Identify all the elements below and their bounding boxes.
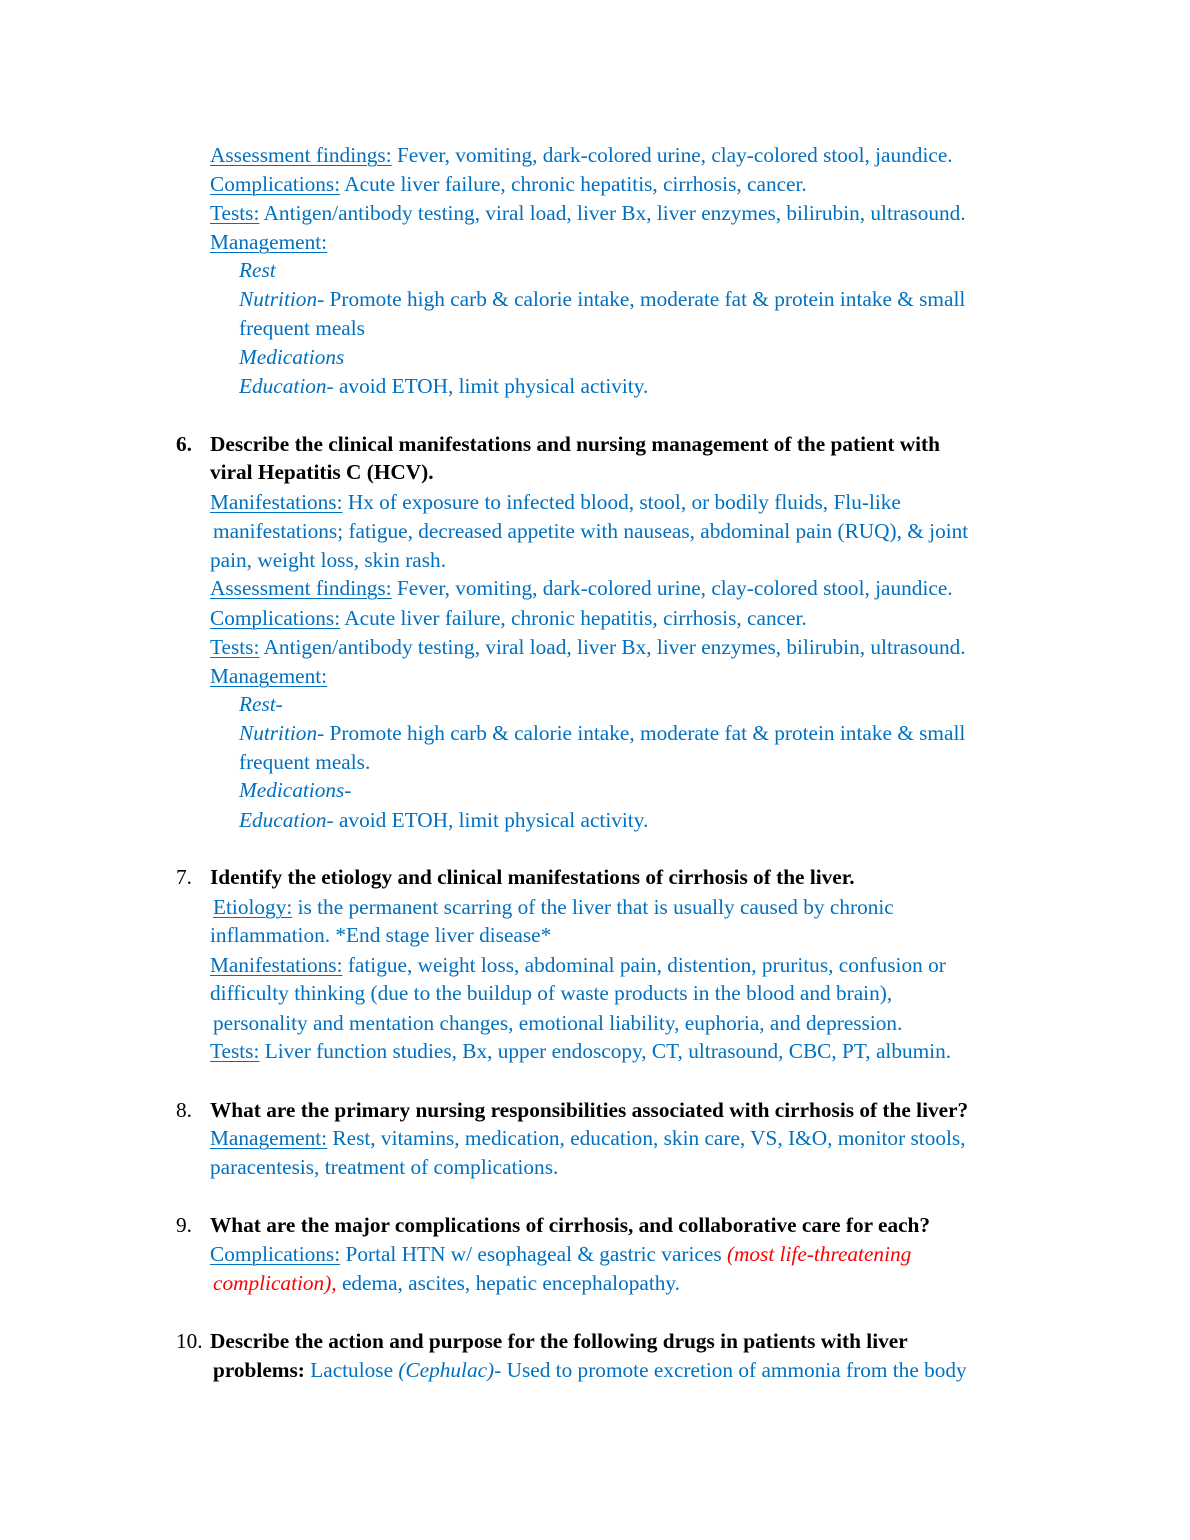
answer-text: Lactulose [304, 1358, 399, 1382]
text-line [210, 952, 946, 978]
section-label: Management: [210, 664, 328, 688]
text-line [210, 922, 551, 948]
question-text: What are the major complications of cirrhosis, and collaborative care for each? [210, 1213, 931, 1237]
answer-text: avoid ETOH, limit physical activity. [333, 808, 649, 832]
text-line [210, 1241, 911, 1267]
section-label: Manifestations: [210, 490, 343, 514]
text-line [210, 489, 901, 515]
question-number: 8. [176, 1098, 192, 1122]
question-text: Identify the etiology and clinical manifestations of cirrhosis of the liver. [210, 865, 855, 889]
text-line [239, 315, 365, 341]
section-label: Management: [210, 230, 328, 254]
text-line [210, 663, 327, 689]
text-line [239, 749, 370, 775]
text-line [210, 980, 892, 1006]
text-line [239, 777, 351, 803]
answer-text: inflammation. *End stage liver disease* [210, 923, 552, 947]
question-text: Describe the action and purpose for the following drugs in patients with liver [210, 1329, 908, 1353]
text-line [210, 605, 807, 631]
answer-text: Promote high carb & calorie intake, moderate fat & protein intake & small [324, 721, 966, 745]
answer-italic-text: Education- [239, 374, 334, 398]
section-label: Complications: [210, 606, 341, 630]
answer-italic-text: Rest [239, 258, 276, 282]
section-label: Tests: [210, 201, 260, 225]
answer-text: - Used to promote excretion of ammonia from the body [494, 1358, 967, 1382]
section-label: Manifestations: [210, 953, 343, 977]
answer-text: Hx of exposure to infected blood, stool, or bodily fluids, Flu-like [342, 490, 901, 514]
answer-italic-text: (Cephulac) [398, 1358, 495, 1382]
section-label: Etiology: [213, 895, 293, 919]
question-heading [210, 864, 855, 890]
text-line [210, 142, 953, 168]
question-number: 9. [176, 1213, 192, 1237]
section-label: Complications: [210, 1242, 341, 1266]
section-label: Complications: [210, 172, 341, 196]
answer-text: personality and mentation changes, emotional liability, euphoria, and depression. [213, 1011, 903, 1035]
answer-text: fatigue, weight loss, abdominal pain, distention, pruritus, confusion or [342, 953, 946, 977]
section-label: Assessment findings: [210, 143, 392, 167]
section-label: Management: [210, 1126, 328, 1150]
text-line [210, 634, 966, 660]
answer-italic-text: Nutrition- [239, 721, 325, 745]
text-line [239, 373, 648, 399]
answer-text: Acute liver failure, chronic hepatitis, cirrhosis, cancer. [340, 606, 807, 630]
text-line [210, 1038, 951, 1064]
text-line [239, 257, 276, 283]
text-line [213, 1270, 680, 1296]
answer-text: Fever, vomiting, dark-colored urine, clay-colored stool, jaundice. [391, 143, 953, 167]
text-line [210, 171, 807, 197]
text-line [213, 894, 894, 920]
answer-text: frequent meals. [239, 750, 371, 774]
text-line [239, 286, 965, 312]
answer-italic-text: Medications- [239, 778, 352, 802]
text-line [210, 1125, 966, 1151]
section-label: Tests: [210, 1039, 260, 1063]
section-label: Assessment findings: [210, 576, 392, 600]
emphasis-text: complication), [213, 1271, 337, 1295]
text-line [239, 720, 965, 746]
question-heading [210, 1212, 930, 1238]
question-heading [210, 1328, 908, 1354]
question-heading [210, 1097, 968, 1123]
answer-text: Portal HTN w/ esophageal & gastric varices [340, 1242, 727, 1266]
answer-text: frequent meals [239, 316, 365, 340]
answer-text: paracentesis, treatment of complications. [210, 1155, 559, 1179]
question-text: problems: [213, 1358, 305, 1382]
question-heading [210, 459, 434, 485]
answer-text: manifestations; fatigue, decreased appetite with nauseas, abdominal pain (RUQ), & joint [213, 519, 969, 543]
answer-text: difficulty thinking (due to the buildup of waste products in the blood and brain), [210, 981, 893, 1005]
question-text: What are the primary nursing responsibilities associated with cirrhosis of the liver? [210, 1098, 969, 1122]
answer-text: Antigen/antibody testing, viral load, liver Bx, liver enzymes, bilirubin, ultrasound. [259, 635, 966, 659]
answer-text: Rest, vitamins, medication, education, skin care, VS, I&O, monitor stools, [327, 1126, 966, 1150]
text-line [210, 547, 446, 573]
text-line [213, 1010, 902, 1036]
question-number: 10. [176, 1329, 203, 1353]
answer-text: Fever, vomiting, dark-colored urine, clay-colored stool, jaundice. [391, 576, 953, 600]
text-line [239, 691, 283, 717]
answer-text: Acute liver failure, chronic hepatitis, cirrhosis, cancer. [340, 172, 807, 196]
text-line [210, 200, 966, 226]
answer-italic-text: Medications [239, 345, 345, 369]
text-line [210, 229, 327, 255]
section-label: Tests: [210, 635, 260, 659]
answer-text: pain, weight loss, skin rash. [210, 548, 447, 572]
text-line [239, 807, 648, 833]
text-line [213, 1357, 967, 1383]
question-heading [210, 431, 940, 457]
question-text: viral Hepatitis C (HCV). [210, 460, 434, 484]
answer-text: Antigen/antibody testing, viral load, liver Bx, liver enzymes, bilirubin, ultrasound. [259, 201, 966, 225]
answer-text: avoid ETOH, limit physical activity. [333, 374, 649, 398]
answer-text: Liver function studies, Bx, upper endoscopy, CT, ultrasound, CBC, PT, albumin. [259, 1039, 952, 1063]
answer-text: edema, ascites, hepatic encephalopathy. [336, 1271, 680, 1295]
answer-italic-text: Rest- [239, 692, 283, 716]
answer-text: Promote high carb & calorie intake, moderate fat & protein intake & small [324, 287, 966, 311]
question-number: 7. [176, 865, 192, 889]
answer-italic-text: Nutrition- [239, 287, 325, 311]
answer-italic-text: Education- [239, 808, 334, 832]
answer-text: is the permanent scarring of the liver that is usually caused by chronic [292, 895, 894, 919]
emphasis-text: (most life-threatening [726, 1242, 912, 1266]
text-line [210, 1154, 558, 1180]
text-line [210, 575, 953, 601]
text-line [213, 518, 968, 544]
question-text: Describe the clinical manifestations and nursing management of the patient with [210, 432, 940, 456]
text-line [239, 344, 344, 370]
question-number: 6. [176, 432, 192, 456]
